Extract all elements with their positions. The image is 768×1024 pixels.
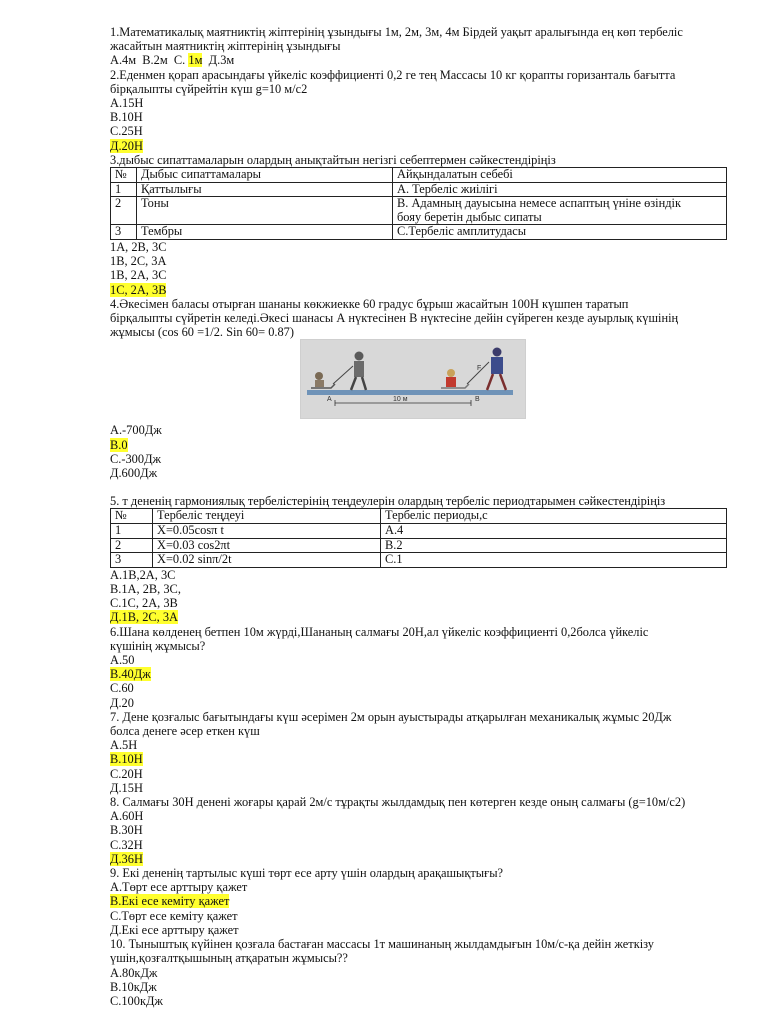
table-cell: 3 [111,225,137,240]
q6-option-d: Д.20 [110,695,134,710]
table-cell: А.4 [381,524,727,539]
q1-option-a: А.4м [110,53,137,68]
sled-figure [301,340,525,418]
table-cell: 2 [111,197,137,225]
table-row [111,553,727,568]
q1-option-b: В.2м [142,53,168,68]
table-cell: 1 [111,524,153,539]
q3-option-1: 1А, 2В, 3С [110,240,167,254]
q5-option-d-answer: Д.1В, 2С, 3А [110,610,179,625]
q7-option-c: С.20Н [110,766,143,781]
q1-text-line-1: 1.Математикалық маятниктің жіптерінің ұзындығы 1м, 2м, 3м, 4м Бірдей уақыт аралығында ең көп тербеліс [110,25,683,39]
table-cell: X=0.05cosπ t [153,524,381,539]
q1-options [110,53,726,67]
q9-option-b-answer: В.Екі есе кеміту қажет [110,894,230,909]
table-cell: Тембры [137,225,393,240]
table-header-cell: № [111,509,153,524]
table-row [111,182,727,197]
table-cell: X=0.03 cos2πt [153,538,381,553]
q8-option-a: А.60Н [110,809,144,824]
q6-option-c: С.60 [110,681,134,696]
q2-text-line-2: бірқалыпты сүйрейтін күш g=10 м/с2 [110,81,308,96]
q4-option-a: А.-700Дж [110,423,162,438]
q9-option-a: А.Төрт есе арттыру қажет [110,880,248,895]
q4-option-c: С.-300Дж [110,451,162,466]
q7-text-line-2: болса денеге әсер еткен күш [110,724,260,739]
q7-option-d: Д.15Н [110,780,143,795]
table-cell: С.1 [381,553,727,568]
q10-option-a: А.80кДж [110,965,158,980]
q3-option-2: 1В, 2С, 3А [110,254,167,269]
q8-option-b: В.30Н [110,823,143,838]
q7-option-a: А.5Н [110,738,138,753]
q5-text: 5. т дененің гармониялық тербелістерінің теңдеулерін олардың тербеліс периодтарымен сәйкестендіріңіз [110,494,666,509]
table-cell: X=0.02 sinπ/2t [153,553,381,568]
q4-text-line-1: 4.Әкесімен баласы отырған шананы көкжиекке 60 градус бұрыш жасайтын 100Н күшпен таратып [110,296,629,311]
q8-option-c: С.32Н [110,837,143,852]
table-header-cell: Тербеліс периоды,с [381,509,727,524]
table-cell: А. Тербеліс жиілігі [393,182,727,197]
q7-text-line-1: 7. Дене қозғалыс бағытындағы күш әсерімен 2м орын ауыстырады атқарылған механикалық жұмыс 20Дж [110,709,672,724]
q10-option-b: В.10кДж [110,979,157,994]
q6-text-line-1: 6.Шана көлденең бетпен 10м жүрді,Шананың салмағы 20Н,ал үйкеліс коэффициенті 0,2болса үйкеліс [110,624,649,639]
q5-option-a: А.1В,2А, 3С [110,567,176,582]
q4-option-b-answer: В.0 [110,437,128,452]
q2-option-a: А.15Н [110,96,144,111]
q8-option-d-answer: Д.36Н [110,851,143,866]
table-row [111,538,727,553]
table-header-cell: Дыбыс сипаттамалары [137,168,393,183]
q1-text-line-2: жасайтын маятниктің жіптерінің ұзындығы [110,39,341,54]
q9-option-d: Д.Екі есе арттыру қажет [110,922,239,937]
q5-option-b: В.1А, 2В, 3С, [110,582,181,597]
q3-table [110,167,727,240]
q8-text: 8. Салмағы 30Н денені жоғары қарай 2м/с тұрақты жылдамдық пен көтерген кезде оның салмағы (g=10м/с2) [110,795,686,810]
q7-option-b-answer: В.10Н [110,752,143,767]
q6-text-line-2: күшінің жұмысы? [110,638,206,653]
table-cell: В.2 [381,538,727,553]
q3-option-3: 1В, 2А, 3С [110,268,167,283]
table-row [111,524,727,539]
q6-option-a: А.50 [110,653,135,668]
table-header-cell: Айқындалатын себебі [393,168,727,183]
q10-option-c: С.100кДж [110,993,163,1008]
q4-option-d: Д.600Дж [110,466,158,481]
table-cell: 2 [111,538,153,553]
q9-option-c: С.Төрт есе кеміту қажет [110,908,238,923]
q10-text-line-1: 10. Тыныштық күйінен қозғала бастаған массасы 1т машинаның жылдамдығын 10м/с-қа дейін жеткізу [110,937,655,952]
table-cell: 1 [111,182,137,197]
table-cell: С.Тербеліс амплитудасы [393,225,727,240]
q5-table [110,508,727,567]
q1-option-d: Д.3м [208,53,235,68]
q3-option-4-answer: 1С, 2А, 3В [110,282,167,297]
figure-label-f: F [477,365,482,373]
table-header-row [111,509,727,524]
q2-option-c: С.25Н [110,124,143,139]
q2-option-d-answer: Д.20Н [110,138,143,153]
table-cell: Қаттылығы [137,182,393,197]
q9-text: 9. Екі дененің тартылыс күші төрт есе арту үшін олардың арақашықтығы? [110,866,504,881]
table-row [111,225,727,240]
q4-text-line-3: жұмысы (cos 60 =1/2. Sin 60= 0.87) [110,325,295,340]
table-cell: В. Адамның дауысына немесе аспаптың үніне өзіндік бояу беретін дыбыс сипаты [393,197,727,225]
table-header-row [111,168,727,183]
q1-option-c-prefix: С. [173,53,186,68]
q4-text-line-2: бірқалыпты сүйретін келеді.Әкесі шанасы А нүктесінен В нүктесіне дейін сүйреген кезде ауырлық күшінің [110,311,679,326]
q10-text-line-2: үшін,қозғалтқышының атқаратын жұмысы?? [110,951,348,966]
table-header-cell: Тербеліс теңдеуі [153,509,381,524]
q6-option-b-answer: В.40Дж [110,667,151,682]
table-header-cell: № [111,168,137,183]
q3-text: 3.дыбыс сипаттамаларын олардың анықтайтын негізгі себептермен сәйкестендіріңіз [110,152,556,167]
table-cell: Тоны [137,197,393,225]
table-cell: 3 [111,553,153,568]
q2-option-b: В.10Н [110,110,143,125]
table-row [111,197,727,225]
q2-text-line-1: 2.Еденмен қорап арасындағы үйкеліс коэффициенті 0,2 ге тең Массасы 10 кг қорапты горизанталь бағытта [110,67,676,82]
figure-label-a: A [327,396,332,404]
figure-label-b: B [475,396,480,404]
figure-label-distance: 10 м [393,396,408,404]
quiz-page [110,25,726,1008]
q1-option-c-answer: 1м [188,53,203,68]
sled-illustration [300,339,526,419]
q5-option-c: С.1С, 2А, 3В [110,596,178,611]
